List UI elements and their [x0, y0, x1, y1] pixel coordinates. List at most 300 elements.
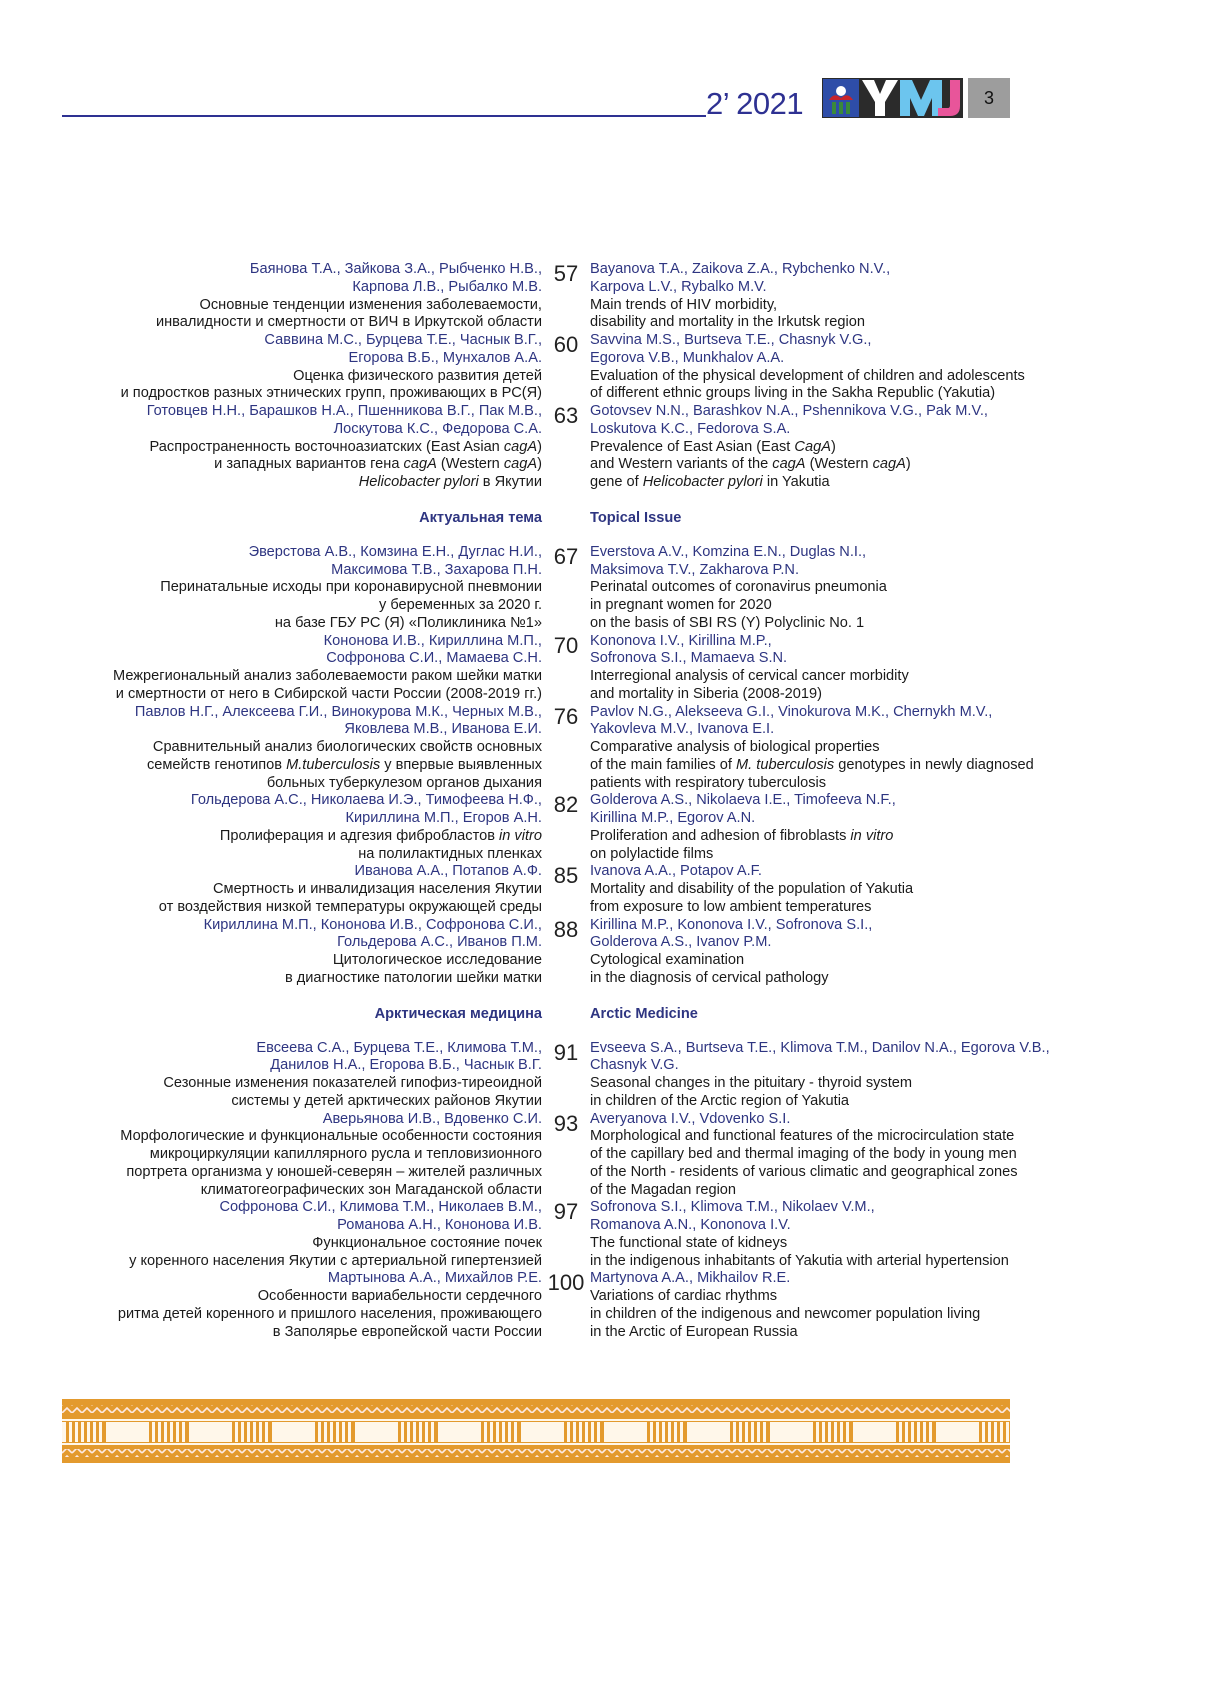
- page-number: 3: [968, 78, 1010, 118]
- authors-line: [590, 562, 1150, 580]
- entry-page-number: 76: [553, 703, 579, 729]
- entry-russian: [0, 633, 542, 704]
- entry-page-number: 82: [553, 792, 579, 818]
- text-segment: Perinatal outcomes of coronavirus pneumonia: [590, 579, 887, 596]
- text-segment: Main trends of HIV morbidity,: [590, 296, 778, 313]
- text-segment: Баянова Т.А., Зайкова З.А., Рыбченко Н.В.,: [249, 261, 542, 277]
- title-line: [590, 1253, 1150, 1271]
- text-segment: Мартынова А.А., Михайлов Р.Е.: [327, 1270, 542, 1287]
- title-line: [0, 1182, 542, 1200]
- section-heading: [0, 1005, 1208, 1023]
- section-title-en: Topical Issue: [590, 509, 682, 526]
- text-segment: in the indigenous inhabitants of Yakutia with arterial hypertension: [590, 1252, 1009, 1269]
- text-segment: и западных вариантов гена: [214, 456, 404, 473]
- title-line: [0, 686, 542, 704]
- text-segment: Особенности вариабельности сердечного: [257, 1288, 542, 1304]
- title-line: [0, 368, 542, 386]
- text-segment: Romanova A.N., Kononova I.V.: [590, 1217, 791, 1233]
- title-line: [590, 757, 1150, 775]
- text-segment: Павлов Н.Г., Алексеева Г.И., Винокурова М.К., Черных М.В.,: [134, 703, 542, 720]
- title-line: [0, 970, 542, 988]
- italic-term: CagA: [794, 438, 831, 455]
- text-segment: Chasnyk V.G.: [590, 1057, 679, 1074]
- title-line: [0, 1075, 542, 1093]
- text-segment: ): [537, 438, 542, 455]
- text-segment: Аверьянова И.В., Вдовенко С.И.: [322, 1110, 542, 1127]
- title-line: [0, 881, 542, 899]
- authors-line: [590, 1057, 1150, 1075]
- text-segment: Golderova A.S., Ivanov P.M.: [590, 934, 772, 951]
- title-line: [590, 881, 1150, 899]
- text-segment: Kirillina M.P., Egorov A.N.: [590, 810, 756, 826]
- authors-line: [590, 810, 1150, 828]
- title-line: [590, 1075, 1150, 1093]
- text-segment: Martynova A.A., Mikhailov R.E.: [590, 1270, 791, 1287]
- authors-line: [0, 721, 542, 739]
- authors-line: [590, 421, 1150, 439]
- toc-entry[interactable]: [0, 1040, 1208, 1111]
- title-line: [0, 385, 542, 403]
- header-rule: [62, 115, 706, 117]
- text-segment: The functional state of kidneys: [590, 1234, 788, 1251]
- entry-page-number: 60: [553, 332, 579, 357]
- entry-english: [590, 704, 1150, 793]
- entry-russian: [0, 332, 542, 403]
- title-line: [0, 1324, 542, 1342]
- italic-term: in vitro: [850, 827, 894, 844]
- title-line: [0, 1235, 542, 1253]
- entry-page-number: 91: [553, 1039, 579, 1065]
- text-segment: genotypes in newly diagnosed: [834, 756, 1034, 773]
- text-segment: Перинатальные исходы при коронавирусной пневмонии: [160, 579, 542, 596]
- text-segment: in the Arctic of European Russia: [590, 1323, 798, 1340]
- section-title-ru: Арктическая медицина: [374, 1005, 542, 1022]
- table-of-contents: [0, 261, 1208, 1341]
- title-line: [0, 1128, 542, 1146]
- authors-line: [0, 1057, 542, 1075]
- authors-line: [0, 792, 542, 810]
- italic-term: in vitro: [499, 827, 542, 844]
- entry-english: [590, 633, 1150, 704]
- authors-line: [0, 704, 542, 722]
- title-line: [0, 757, 542, 775]
- authors-line: [0, 332, 542, 350]
- text-segment: Maksimova T.V., Zakharova P.N.: [590, 561, 799, 578]
- issue-number: 2’ 2021: [706, 86, 804, 121]
- text-segment: Evaluation of the physical development of children and adolescents: [590, 367, 1025, 384]
- section-title-en: Arctic Medicine: [590, 1005, 698, 1022]
- title-line: [590, 474, 1150, 492]
- section-title-ru: Актуальная тема: [419, 509, 542, 526]
- authors-line: [590, 704, 1150, 722]
- authors-line: [590, 633, 1150, 651]
- authors-line: [0, 544, 542, 562]
- text-segment: Proliferation and adhesion of fibroblasts: [590, 827, 851, 844]
- text-segment: Mortality and disability of the population of Yakutia: [590, 881, 914, 897]
- entry-english: [590, 863, 1150, 916]
- entry-page-number: 63: [553, 403, 579, 428]
- text-segment: от воздействия низкой температуры окружающей среды: [158, 898, 542, 915]
- title-line: [0, 1288, 542, 1306]
- authors-line: [590, 1040, 1150, 1058]
- text-segment: Распространенность восточноазиатских (East Asian: [149, 438, 504, 455]
- text-segment: Loskutova K.C., Fedorova S.A.: [590, 420, 791, 437]
- title-line: [590, 314, 1150, 332]
- ornament-border: [62, 1399, 1010, 1463]
- title-line: [590, 297, 1150, 315]
- entry-english: [590, 1270, 1150, 1341]
- text-segment: микроциркуляции капиллярного русла и тепловизионного: [149, 1146, 542, 1162]
- text-segment: in children of the Arctic region of Yakutia: [590, 1092, 850, 1109]
- text-segment: Savvina M.S., Burtseva T.E., Chasnyk V.G.,: [590, 332, 872, 348]
- text-segment: Prevalence of East Asian (East: [590, 438, 795, 455]
- authors-line: [0, 261, 542, 279]
- title-line: [590, 1164, 1150, 1182]
- text-segment: in the diagnosis of cervical pathology: [590, 969, 829, 986]
- text-segment: Egorova V.B., Munkhalov A.A.: [590, 349, 785, 366]
- title-line: [590, 597, 1150, 615]
- spacer: [542, 1005, 590, 1023]
- text-segment: в Заполярье европейской части России: [272, 1323, 542, 1340]
- text-segment: Averyanova I.V., Vdovenko S.I.: [590, 1110, 791, 1127]
- spacer: [542, 509, 590, 527]
- title-line: [590, 615, 1150, 633]
- text-segment: Yakovleva M.V., Ivanova E.I.: [590, 721, 775, 738]
- title-line: [590, 970, 1150, 988]
- title-line: [590, 579, 1150, 597]
- text-segment: системы у детей арктических районов Якутии: [231, 1092, 542, 1109]
- title-line: [0, 1093, 542, 1111]
- text-segment: patients with respiratory tuberculosis: [590, 774, 827, 791]
- authors-line: [590, 279, 1150, 297]
- text-segment: Межрегиональный анализ заболеваемости раком шейки матки: [113, 668, 542, 684]
- text-segment: Гольдерова А.С., Николаева И.Э., Тимофеева Н.Ф.,: [190, 792, 542, 809]
- entry-page-number: 93: [553, 1110, 579, 1136]
- italic-term: cagA: [403, 456, 437, 473]
- title-line: [590, 439, 1150, 457]
- authors-line: [0, 562, 542, 580]
- toc-entry[interactable]: [0, 1199, 1208, 1270]
- title-line: [0, 1253, 542, 1271]
- text-segment: and mortality in Siberia (2008-2019): [590, 685, 823, 702]
- toc-entry[interactable]: [0, 863, 1208, 916]
- title-line: [590, 1324, 1150, 1342]
- text-segment: (Western: [436, 456, 504, 473]
- title-line: [590, 828, 1150, 846]
- text-segment: in children of the indigenous and newcomer population living: [590, 1305, 981, 1322]
- title-line: [590, 1306, 1150, 1324]
- entry-page-number: 57: [553, 261, 579, 286]
- italic-term: cagA: [872, 456, 906, 473]
- entry-page-number: 85: [553, 863, 579, 889]
- text-segment: Pavlov N.G., Alekseeva G.I., Vinokurova M.K., Chernykh M.V.,: [590, 703, 993, 720]
- text-segment: Пролиферация и адгезия фибробластов: [219, 827, 500, 844]
- authors-line: [590, 332, 1150, 350]
- entry-russian: [0, 863, 542, 916]
- authors-line: [0, 1040, 542, 1058]
- title-line: [590, 368, 1150, 386]
- text-segment: и смертности от него в Сибирской части России (2008-2019 гг.): [115, 685, 542, 702]
- title-line: [590, 899, 1150, 917]
- text-segment: Evseeva S.A., Burtseva T.E., Klimova T.M., Danilov N.A., Egorova V.B.,: [590, 1039, 1050, 1056]
- title-line: [590, 952, 1150, 970]
- entry-russian: [0, 1270, 542, 1341]
- text-segment: Golderova A.S., Nikolaeva I.E., Timofeeva N.F.,: [590, 792, 896, 809]
- text-segment: портрета организма у юношей-северян – жителей различных: [126, 1163, 542, 1180]
- text-segment: Ivanova A.A., Potapov A.F.: [590, 863, 762, 880]
- toc-entry[interactable]: [0, 1270, 1208, 1341]
- entry-english: [590, 1040, 1150, 1111]
- toc-entry[interactable]: [0, 633, 1208, 704]
- entry-russian: [0, 544, 542, 633]
- text-segment: ): [905, 456, 911, 473]
- text-segment: Interregional analysis of cervical cancer morbidity: [590, 668, 909, 684]
- text-segment: Романова А.Н., Кононова И.В.: [337, 1217, 542, 1233]
- entry-english: [590, 261, 1150, 332]
- text-segment: Karpova L.V., Rybalko M.V.: [590, 278, 767, 295]
- authors-line: [590, 1270, 1150, 1288]
- entry-russian: [0, 792, 542, 863]
- authors-line: [0, 1270, 542, 1288]
- text-segment: on the basis of SBI RS (Y) Polyclinic No. 1: [590, 614, 865, 631]
- title-line: [0, 952, 542, 970]
- text-segment: ритма детей коренного и пришлого населения, проживающего: [117, 1305, 542, 1322]
- entry-page-number: 67: [553, 543, 579, 569]
- toc-entry[interactable]: [0, 403, 1208, 492]
- text-segment: of different ethnic groups living in the Sakha Republic (Yakutia): [590, 385, 996, 402]
- entry-page-number: 70: [553, 632, 579, 658]
- authors-line: [0, 650, 542, 668]
- entry-english: [590, 917, 1150, 988]
- text-segment: Bayanova T.A., Zaikova Z.A., Rybchenko N.V.,: [590, 261, 891, 277]
- title-line: [0, 1146, 542, 1164]
- text-segment: Евсеева С.А., Бурцева Т.Е., Климова Т.М.,: [256, 1039, 542, 1056]
- text-segment: Максимова Т.В., Захарова П.Н.: [331, 561, 542, 578]
- text-segment: в диагностике патологии шейки матки: [284, 969, 542, 986]
- authors-line: [590, 261, 1150, 279]
- toc-entry[interactable]: [0, 917, 1208, 988]
- title-line: [0, 314, 542, 332]
- entry-english: [590, 403, 1150, 492]
- text-segment: ): [830, 438, 836, 455]
- text-segment: Cytological examination: [590, 952, 745, 968]
- text-segment: Seasonal changes in the pituitary - thyroid system: [590, 1075, 913, 1091]
- text-segment: Карпова Л.В., Рыбалко М.В.: [352, 278, 542, 295]
- authors-line: [0, 633, 542, 651]
- text-segment: в Якутии: [478, 474, 542, 490]
- authors-line: [0, 863, 542, 881]
- authors-line: [590, 1199, 1150, 1217]
- text-segment: у коренного населения Якутии с артериальной гипертензией: [129, 1252, 542, 1269]
- text-segment: of the Magadan region: [590, 1181, 737, 1198]
- authors-line: [0, 934, 542, 952]
- title-line: [0, 1164, 542, 1182]
- text-segment: семейств генотипов: [146, 756, 287, 773]
- title-line: [590, 686, 1150, 704]
- text-segment: Софронова С.И., Климова Т.М., Николаев В.М.,: [219, 1199, 542, 1216]
- title-line: [0, 456, 542, 474]
- toc-entry[interactable]: [0, 704, 1208, 793]
- text-segment: Morphological and functional features of the microcirculation state: [590, 1128, 1015, 1145]
- text-segment: Kononova I.V., Kirillina M.P.,: [590, 632, 772, 649]
- title-line: [0, 615, 542, 633]
- text-segment: Готовцев Н.Н., Барашков Н.А., Пшенникова В.Г., Пак М.В.,: [146, 403, 542, 419]
- authors-line: [590, 863, 1150, 881]
- text-segment: Лоскутова К.С., Федорова С.А.: [333, 420, 542, 437]
- text-segment: Егорова В.Б., Мунхалов А.А.: [348, 349, 542, 366]
- title-line: [0, 579, 542, 597]
- text-segment: Gotovsev N.N., Barashkov N.A., Pshennikova V.G., Pak M.V.,: [590, 403, 988, 419]
- text-segment: disability and mortality in the Irkutsk region: [590, 314, 865, 331]
- title-line: [590, 846, 1150, 864]
- title-line: [590, 1093, 1150, 1111]
- italic-term: cagA: [772, 456, 806, 473]
- text-segment: Sofronova S.I., Klimova T.M., Nikolaev V.M.,: [590, 1199, 875, 1216]
- text-segment: Кириллина М.П., Егоров А.Н.: [345, 810, 542, 826]
- entry-russian: [0, 704, 542, 793]
- title-line: [0, 297, 542, 315]
- authors-line: [0, 279, 542, 297]
- text-segment: Основные тенденции изменения заболеваемости,: [199, 296, 542, 313]
- text-segment: Кононова И.В., Кириллина М.П.,: [323, 632, 542, 649]
- text-segment: у беременных за 2020 г.: [379, 597, 542, 613]
- authors-line: [590, 403, 1150, 421]
- authors-line: [0, 421, 542, 439]
- text-segment: Comparative analysis of biological properties: [590, 739, 880, 755]
- text-segment: на базе ГБУ РС (Я) «Поликлиника №1»: [274, 614, 542, 631]
- authors-line: [0, 350, 542, 368]
- italic-term: M. tuberculosis: [736, 756, 835, 773]
- text-segment: Функциональное состояние почек: [312, 1234, 542, 1251]
- title-line: [0, 474, 542, 492]
- authors-line: [590, 721, 1150, 739]
- authors-line: [590, 934, 1150, 952]
- title-line: [590, 1235, 1150, 1253]
- authors-line: [590, 1111, 1150, 1129]
- title-line: [590, 456, 1150, 474]
- text-segment: Эверстова А.В., Комзина Е.Н., Дуглас Н.И.,: [248, 543, 542, 560]
- text-segment: Данилов Н.А., Егорова В.Б., Часнык В.Г.: [270, 1057, 542, 1074]
- text-segment: Гольдерова А.С., Иванов П.М.: [337, 934, 542, 951]
- italic-term: Helicobacter pylori: [642, 474, 763, 490]
- italic-term: cagA: [503, 456, 538, 473]
- text-segment: on polylactide films: [590, 845, 714, 862]
- entry-english: [590, 544, 1150, 633]
- entry-page-number: 97: [553, 1199, 579, 1225]
- toc-entry[interactable]: [0, 792, 1208, 863]
- entry-page-number: 100: [547, 1270, 585, 1296]
- text-segment: Kirillina M.P., Kononova I.V., Sofronova S.I.,: [590, 916, 873, 933]
- authors-line: [0, 1111, 542, 1129]
- authors-line: [0, 917, 542, 935]
- entry-english: [590, 1199, 1150, 1270]
- toc-entry[interactable]: [0, 261, 1208, 332]
- entry-english: [590, 332, 1150, 403]
- title-line: [590, 1288, 1150, 1306]
- italic-term: cagA: [503, 438, 538, 455]
- text-segment: from exposure to low ambient temperatures: [590, 898, 872, 915]
- title-line: [0, 899, 542, 917]
- title-line: [0, 597, 542, 615]
- text-segment: in pregnant women for 2020: [590, 597, 772, 613]
- text-segment: Оценка физического развития детей: [293, 367, 542, 384]
- title-line: [0, 668, 542, 686]
- authors-line: [590, 792, 1150, 810]
- toc-entry[interactable]: [0, 332, 1208, 403]
- ymj-logo: [822, 78, 963, 118]
- text-segment: Сезонные изменения показателей гипофиз-тиреоидной: [163, 1075, 542, 1091]
- title-line: [590, 775, 1150, 793]
- text-segment: Софронова С.И., Мамаева С.Н.: [326, 650, 542, 667]
- text-segment: of the capillary bed and thermal imaging of the body in young men: [590, 1146, 1017, 1162]
- text-segment: Sofronova S.I., Mamaeva S.N.: [590, 650, 788, 667]
- text-segment: Everstova A.V., Komzina E.N., Duglas N.I.,: [590, 543, 867, 560]
- title-line: [590, 385, 1150, 403]
- title-line: [0, 1306, 542, 1324]
- text-segment: and Western variants of the: [590, 456, 773, 473]
- authors-line: [0, 1199, 542, 1217]
- entry-russian: [0, 1199, 542, 1270]
- text-segment: Кириллина М.П., Кононова И.В., Софронова С.И.,: [203, 916, 542, 933]
- entry-russian: [0, 403, 542, 492]
- text-segment: Иванова А.А., Потапов А.Ф.: [354, 863, 542, 880]
- text-segment: Саввина М.С., Бурцева Т.Е., Часнык В.Г.,: [264, 332, 542, 348]
- authors-line: [590, 544, 1150, 562]
- title-line: [590, 668, 1150, 686]
- text-segment: и подростков разных этнических групп, проживающих в РС(Я): [120, 385, 542, 402]
- text-segment: больных туберкулезом органов дыхания: [266, 774, 542, 791]
- authors-line: [590, 1217, 1150, 1235]
- entry-russian: [0, 917, 542, 988]
- text-segment: ): [537, 456, 542, 473]
- section-heading: [0, 509, 1208, 527]
- text-segment: инвалидности и смертности от ВИЧ в Иркутской области: [155, 314, 542, 331]
- text-segment: of the North - residents of various climatic and geographical zones: [590, 1163, 1018, 1180]
- toc-entry[interactable]: [0, 544, 1208, 633]
- authors-line: [0, 403, 542, 421]
- entry-russian: [0, 261, 542, 332]
- title-line: [590, 1128, 1150, 1146]
- text-segment: Variations of cardiac rhythms: [590, 1288, 778, 1304]
- italic-term: Helicobacter pylori: [358, 474, 479, 490]
- italic-term: M.tuberculosis: [286, 756, 381, 773]
- text-segment: климатогеографических зон Магаданской области: [200, 1181, 542, 1198]
- authors-line: [0, 1217, 542, 1235]
- entry-page-number: 88: [553, 916, 579, 942]
- text-segment: gene of: [590, 474, 643, 490]
- entry-russian: [0, 1040, 542, 1111]
- title-line: [0, 439, 542, 457]
- title-line: [0, 846, 542, 864]
- title-line: [0, 828, 542, 846]
- authors-line: [590, 650, 1150, 668]
- authors-line: [590, 350, 1150, 368]
- text-segment: of the main families of: [590, 756, 737, 773]
- text-segment: (Western: [805, 456, 873, 473]
- title-line: [0, 739, 542, 757]
- authors-line: [590, 917, 1150, 935]
- text-segment: Смертность и инвалидизация населения Якутии: [213, 881, 542, 897]
- title-line: [590, 739, 1150, 757]
- text-segment: Морфологические и функциональные особенности состояния: [120, 1128, 542, 1145]
- title-line: [0, 775, 542, 793]
- text-segment: Цитологическое исследование: [332, 952, 542, 968]
- text-segment: in Yakutia: [762, 474, 830, 490]
- toc-entry[interactable]: [0, 1111, 1208, 1200]
- entry-russian: [0, 1111, 542, 1200]
- text-segment: Сравнительный анализ биологических свойств основных: [152, 739, 542, 755]
- title-line: [590, 1146, 1150, 1164]
